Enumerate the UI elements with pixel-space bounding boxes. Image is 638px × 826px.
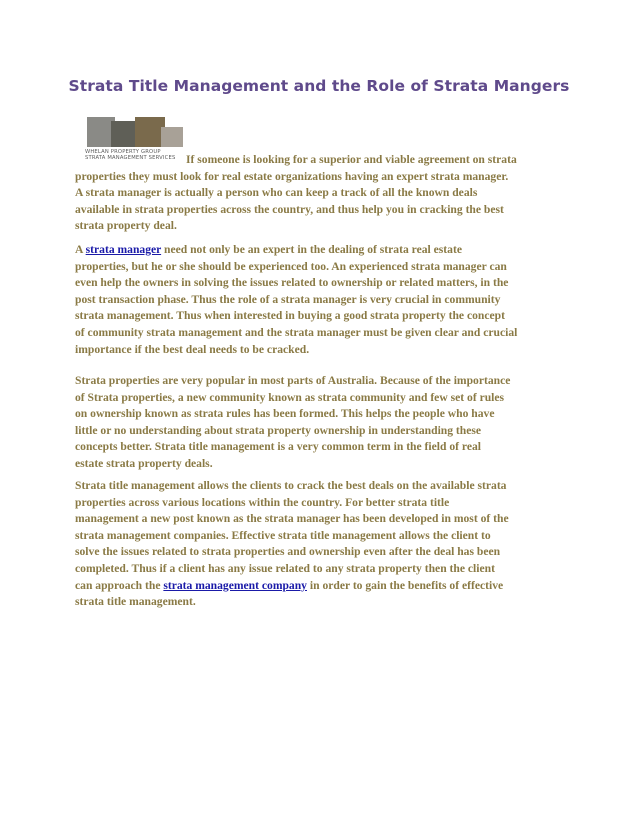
text-line: management a new post known as the strata manager has been developed in most of the: [75, 512, 509, 526]
text-line: properties they must look for real estate organizations having an expert strata manager.: [75, 169, 509, 183]
paragraph-2: [75, 242, 571, 358]
text-line: properties, but he or she should be experienced too. An experienced strata manager can: [75, 259, 507, 273]
text-fragment: can approach the: [75, 578, 164, 592]
logo-block: [161, 127, 183, 147]
text-line: post transaction phase. Thus the role of a strata manager is very crucial in community: [75, 292, 501, 306]
paragraph1-lead: If someone is looking for a superior and viable agreement on strata: [186, 153, 517, 166]
text-line: strata management companies. Effective strata title management allows the client to: [75, 528, 491, 542]
text-line: strata management. Thus when interested in buying a good strata property the concept: [75, 309, 505, 323]
text-line: on ownership known as strata rules has been formed. This helps the people who have: [75, 407, 495, 421]
paragraph-3: [75, 373, 571, 473]
text-fragment: in order to gain the benefits of effective: [306, 578, 504, 592]
logo-text-line1: WHELAN PROPERTY GROUP: [85, 149, 161, 155]
text-line: strata property deal.: [75, 219, 177, 233]
text-line: solve the issues related to strata properties and ownership even after the deal has been: [75, 545, 501, 559]
text-line: of community strata management and the strata manager must be given clear and crucial: [75, 325, 518, 339]
text-line: even help the owners in solving the issues related to ownership or related matters, in the: [75, 276, 509, 290]
text-line: little or no understanding about strata property ownership in understanding these: [75, 423, 482, 437]
paragraph-4: [75, 478, 571, 611]
text-line: completed. Thus if a client has any issue related to any strata property then the client: [75, 561, 495, 575]
text-line: available in strata properties across the country, and thus help you in cracking the best: [75, 202, 504, 216]
text-line: of Strata properties, a new community known as strata community and few set of rules: [75, 390, 505, 404]
strata-manager-link[interactable]: strata manager: [85, 243, 162, 256]
text-line: properties across various locations within the country. For better strata title: [75, 495, 450, 509]
text-line: importance if the best deal needs to be cracked.: [75, 342, 310, 356]
text-line: estate strata property deals.: [75, 456, 213, 470]
text-line: [75, 578, 571, 595]
logo-text-line2: STRATA MANAGEMENT SERVICES: [85, 155, 176, 161]
text-line: strata title management.: [75, 595, 196, 609]
text-line: A strata manager is actually a person who can keep a track of all the known deals: [75, 186, 478, 200]
text-fragment: A: [75, 243, 86, 256]
text-line: [75, 242, 571, 259]
paragraph-1: [75, 169, 571, 235]
document-title: Strata Title Management and the Role of Strata Mangers: [68, 77, 570, 95]
strata-management-company-link[interactable]: strata management company: [163, 578, 307, 592]
text-line: concepts better. Strata title management is a very common term in the field of real: [75, 440, 482, 454]
text-line: Strata title management allows the clients to crack the best deals on the available strata: [75, 479, 507, 492]
text-fragment: need not only be an expert in the dealing of strata real estate: [161, 243, 462, 256]
company-logo: [83, 117, 193, 161]
text-line: Strata properties are very popular in most parts of Australia. Because of the importance: [75, 374, 511, 387]
logo-text: [85, 149, 195, 161]
